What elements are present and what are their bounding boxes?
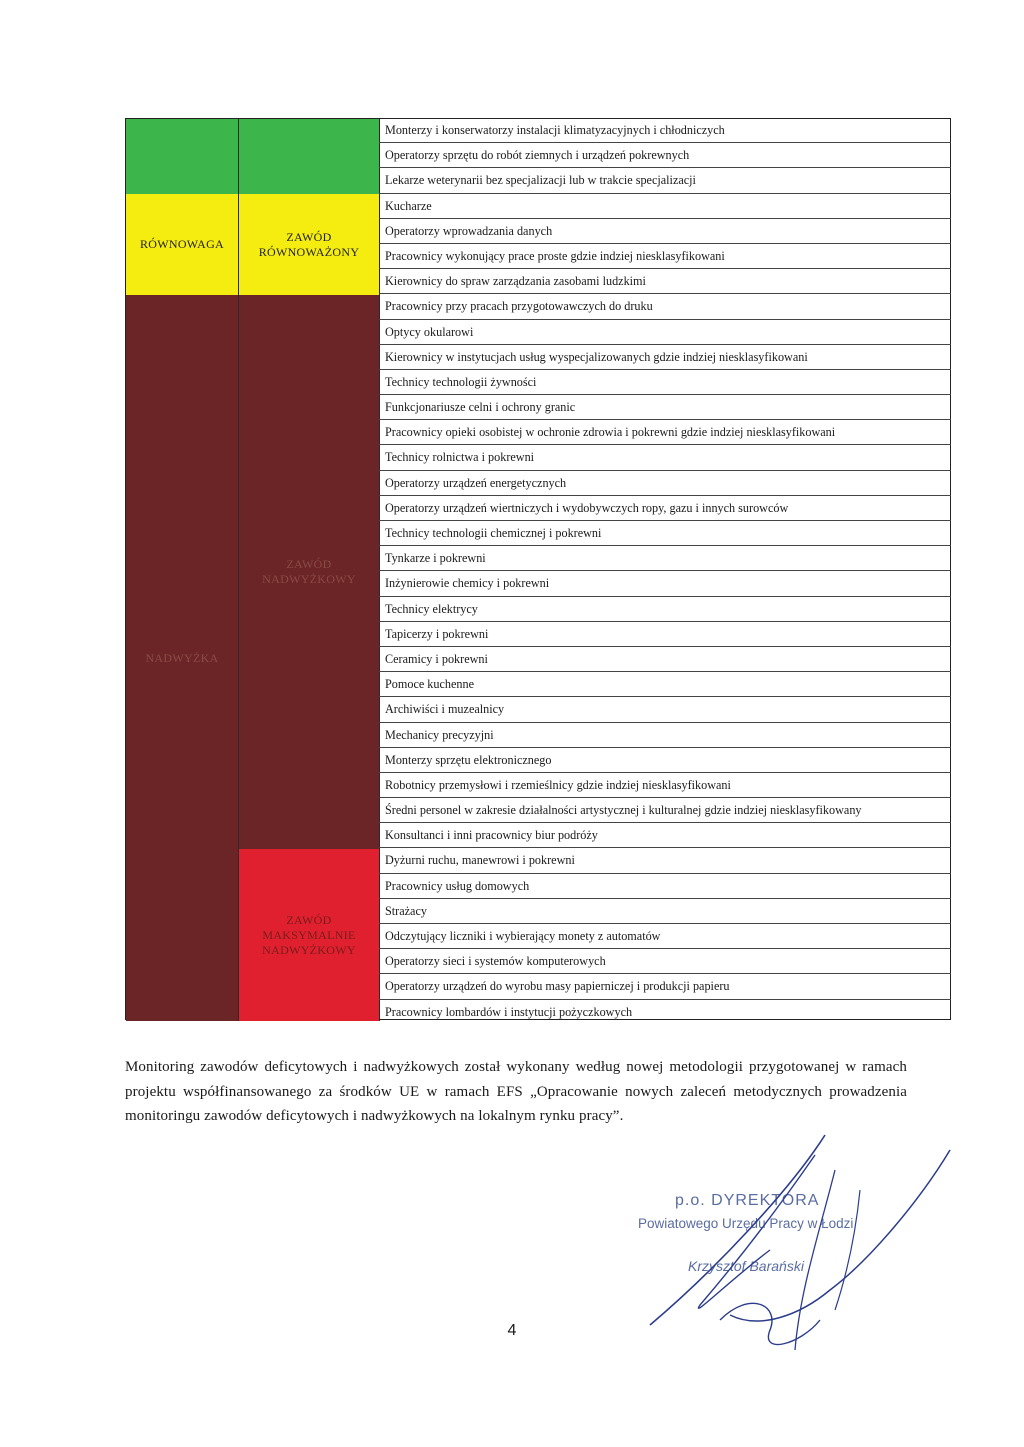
occupation-row: Technicy technologii chemicznej i pokrewni	[379, 521, 951, 546]
occupation-row: Operatorzy urządzeń wiertniczych i wydobywczych ropy, gazu i innych surowców	[379, 496, 951, 521]
footer-paragraph: Monitoring zawodów deficytowych i nadwyżkowych został wykonany według nowej metodologii przygotowanej w ramach projektu współfinansowanego za środków UE w ramach EFS „Opracowanie nowych zaleceń metodycznych prowadzenia monitoringu zawodów deficytowych i nadwyżkowych na lokalnym rynku pracy”.	[125, 1059, 907, 1124]
occupation-row: Tapicerzy i pokrewni	[379, 622, 951, 647]
surplus-occupation-label: ZAWÓD NADWYŻKOWY	[262, 557, 356, 586]
cat-col1-green	[126, 119, 239, 194]
cat-col2-green	[239, 119, 380, 194]
cat-col2-surplus	[239, 295, 380, 849]
page-number: 4	[507, 1322, 517, 1339]
occupation-row: Technicy elektrycy	[379, 597, 951, 622]
occupation-row: Kierownicy do spraw zarządzania zasobami ludzkimi	[379, 269, 951, 294]
cat-col2-max-surplus	[239, 849, 380, 1021]
occupation-row: Technicy rolnictwa i pokrewni	[379, 445, 951, 470]
occupation-row: Konsultanci i inni pracownicy biur podróży	[379, 823, 951, 848]
occupation-row: Mechanicy precyzyjni	[379, 723, 951, 748]
occupation-row: Pracownicy lombardów i instytucji pożyczkowych	[385, 1004, 633, 1019]
occupation-row: Operatorzy sieci i systemów komputerowych	[379, 949, 951, 974]
occupation-row: Pracownicy usług domowych	[379, 874, 951, 899]
occupation-row: Operatorzy wprowadzania danych	[379, 219, 951, 244]
occupation-row: Archiwiści i muzealnicy	[379, 697, 951, 722]
occupation-row: Pracownicy wykonujący prace proste gdzie indziej niesklasyfikowani	[379, 244, 951, 269]
occupation-row: Funkcjonariusze celni i ochrony granic	[379, 395, 951, 420]
occupation-row: Pracownicy przy pracach przygotowawczych do druku	[379, 294, 951, 319]
balance-label: RÓWNOWAGA	[139, 237, 225, 251]
occupation-row: Ceramicy i pokrewni	[379, 647, 951, 672]
occupation-row: Robotnicy przemysłowi i rzemieślnicy gdzie indziej niesklasyfikowani	[379, 773, 951, 798]
occupation-row: Monterzy sprzętu elektronicznego	[379, 748, 951, 773]
max-surplus-occupation-label: ZAWÓD MAKSYMALNIE NADWYŻKOWY	[262, 912, 356, 957]
occupation-row: Lekarze weterynarii bez specjalizacji lub w trakcie specjalizacji	[379, 168, 951, 193]
occupation-row: Operatorzy sprzętu do robót ziemnych i urządzeń pokrewnych	[379, 143, 951, 168]
cat-col2-balanced	[239, 194, 380, 295]
occupation-row: Operatorzy urządzeń energetycznych	[379, 471, 951, 496]
occupation-row: Technicy technologii żywności	[379, 370, 951, 395]
occupation-row: Odczytujący liczniki i wybierający monety z automatów	[379, 924, 951, 949]
stamp-office: Powiatowego Urzędu Pracy w Łodzi	[638, 1216, 854, 1231]
occupation-row: Inżynierowie chemicy i pokrewni	[379, 571, 951, 596]
cat-col1-surplus	[126, 295, 239, 1021]
occupation-row: Tynkarze i pokrewni	[379, 546, 951, 571]
occupation-row: Monterzy i konserwatorzy instalacji klimatyzacyjnych i chłodniczych	[379, 118, 951, 143]
occupation-row: Operatorzy urządzeń do wyrobu masy papierniczej i produkcji papieru	[379, 974, 951, 999]
stamp-title: p.o. DYREKTORA	[675, 1192, 820, 1209]
occupation-row: Średni personel w zakresie działalności artystycznej i kulturalnej gdzie indziej niesklasyfikowany	[379, 798, 951, 823]
occupation-row: Optycy okularowi	[379, 320, 951, 345]
occupation-row: Kierownicy w instytucjach usług wyspecjalizowanych gdzie indziej niesklasyfikowani	[379, 345, 951, 370]
occupation-row: Dyżurni ruchu, manewrowi i pokrewni	[379, 848, 951, 873]
occupation-row: Pracownicy opieki osobistej w ochronie zdrowia i pokrewni gdzie indziej niesklasyfikowani	[379, 420, 951, 445]
occupation-row: Strażacy	[379, 899, 951, 924]
cat-col1-balance	[126, 194, 239, 295]
occupation-row: Pomoce kuchenne	[379, 672, 951, 697]
occupation-row: Kucharze	[379, 194, 951, 219]
stamp-name: Krzysztof Barański	[688, 1258, 804, 1274]
balanced-occupation-label: ZAWÓD RÓWNOWAŻONY	[258, 229, 360, 259]
surplus-label: NADWYŻKA	[145, 650, 219, 665]
occupation-list	[379, 118, 951, 1025]
